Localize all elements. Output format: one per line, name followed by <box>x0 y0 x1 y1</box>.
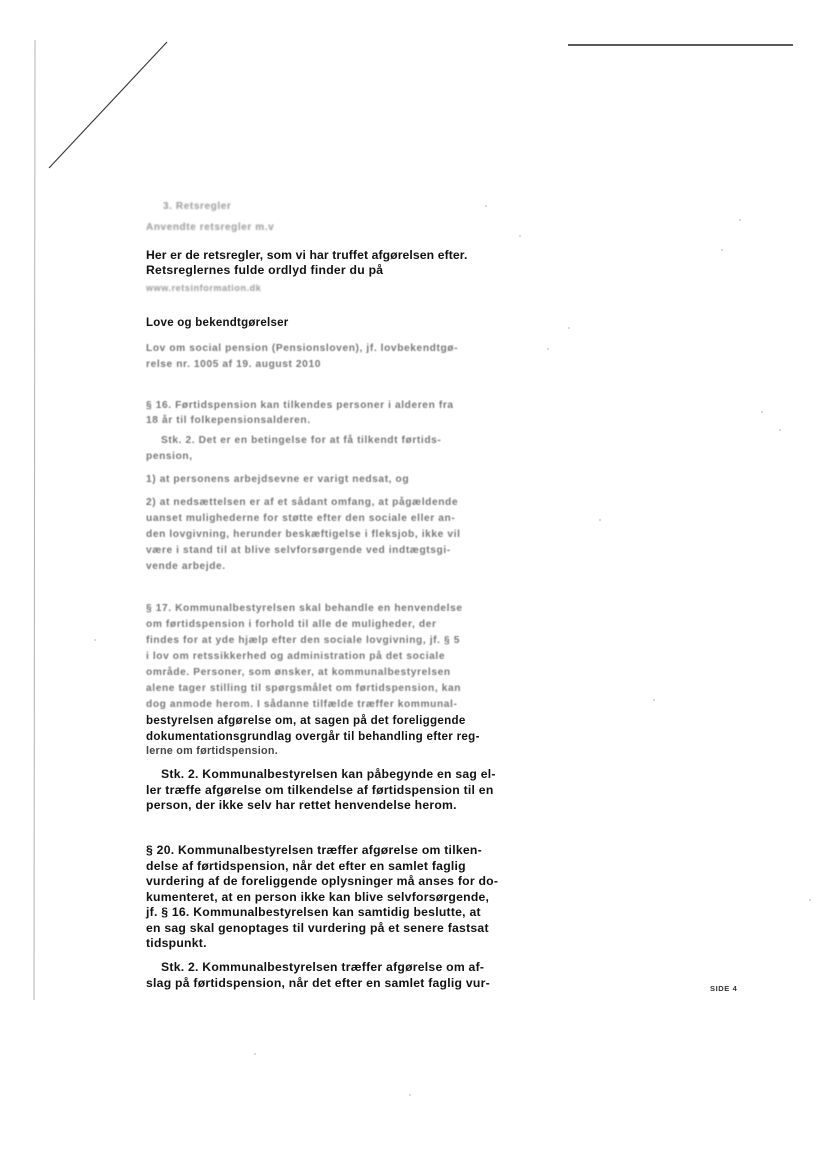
paragraph-16-line: uanset mulighederne for støtte efter den sociale eller an- <box>146 513 456 524</box>
paragraph-16-line: 18 år til folkepensionsalderen. <box>146 415 311 426</box>
paragraph-20-line: tidspunkt. <box>146 936 207 950</box>
paragraph-17-line: findes for at yde hjælp efter den sociale lovgivning, jf. § 5 <box>146 635 460 646</box>
paragraph-17-stk2-line: Stk. 2. Kommunalbestyrelsen kan påbegynde en sag el- <box>161 767 496 781</box>
law-heading: Love og bekendtgørelser <box>146 317 289 329</box>
paragraph-20-line: kumenteret, at en person ikke kan blive selvforsørgende, <box>146 890 490 904</box>
paragraph-17-line: i lov om retssikkerhed og administration på det sociale <box>146 651 446 662</box>
paragraph-17-line: område. Personer, som ønsker, at kommunalbestyrelsen <box>146 667 451 678</box>
paragraph-16-line: pension, <box>146 451 193 462</box>
section-title: 3. Retsregler <box>163 201 232 212</box>
paragraph-16-line: § 16. Førtidspension kan tilkendes personer i alderen fra <box>146 400 454 411</box>
paragraph-17-line: dog anmode herom. I sådanne tilfælde træffer kommunal- <box>146 699 458 710</box>
diagonal-pen-stroke <box>49 42 167 168</box>
intro-line: Retsreglernes fulde ordlyd finder du på <box>146 263 384 277</box>
paragraph-17-stk2-line: ler træffe afgørelse om tilkendelse af førtidspension til en <box>146 783 494 797</box>
intro-line: Her er de retsregler, som vi har truffet afgørelsen efter. <box>146 248 468 262</box>
paragraph-17-line: § 17. Kommunalbestyrelsen skal behandle en henvendelse <box>146 603 463 614</box>
paragraph-20-stk2-line: slag på førtidspension, når det efter en samlet faglig vur- <box>146 976 490 990</box>
law-reference-line: relse nr. 1005 af 19. august 2010 <box>146 359 321 370</box>
paragraph-17-line: bestyrelsen afgørelse om, at sagen på det foreliggende <box>146 714 466 727</box>
paragraph-16-line: 1) at personens arbejdsevne er varigt nedsat, og <box>146 474 410 485</box>
paragraph-17-line: om førtidspension i forhold til alle de muligheder, der <box>146 619 437 630</box>
paragraph-16-line: være i stand til at blive selvforsørgende ved indtægtsgi- <box>146 545 451 556</box>
paragraph-16-line: Stk. 2. Det er en betingelse for at få tilkendt førtids- <box>161 435 442 446</box>
paragraph-17-line: lerne om førtidspension. <box>146 745 278 757</box>
law-reference-line: Lov om social pension (Pensionsloven), jf. lovbekendtgø- <box>146 343 459 354</box>
left-margin-line <box>34 40 35 1000</box>
paragraph-16-line: vende arbejde. <box>146 561 226 572</box>
paragraph-20-line: § 20. Kommunalbestyrelsen træffer afgørelse om tilken- <box>146 843 482 857</box>
paragraph-20-line: jf. § 16. Kommunalbestyrelsen kan samtidig beslutte, at <box>146 905 481 919</box>
paragraph-17-line: dokumentationsgrundlag overgår til behandling efter reg- <box>146 730 480 743</box>
paragraph-17-stk2-line: person, der ikke selv har rettet henvendelse herom. <box>146 798 457 812</box>
paragraph-20-stk2-line: Stk. 2. Kommunalbestyrelsen træffer afgørelse om af- <box>161 960 485 974</box>
paragraph-20-line: delse af førtidspension, når det efter en samlet faglig <box>146 859 466 873</box>
section-subtitle: Anvendte retsregler m.v <box>146 222 275 233</box>
paragraph-16-line: den lovgivning, herunder beskæftigelse i fleksjob, ikke vil <box>146 529 461 540</box>
paragraph-16-line: 2) at nedsættelsen er af et sådant omfang, at pågældende <box>146 497 459 508</box>
paragraph-20-line: vurdering af de foreliggende oplysninger må anses for do- <box>146 874 499 888</box>
paragraph-17-line: alene tager stilling til spørgsmålet om førtidspension, kan <box>146 683 462 694</box>
page-number-label: SIDE 4 <box>710 984 738 993</box>
paragraph-20-line: en sag skal genoptages til vurdering på et senere fastsat <box>146 921 489 935</box>
intro-link: www.retsinformation.dk <box>146 283 262 293</box>
